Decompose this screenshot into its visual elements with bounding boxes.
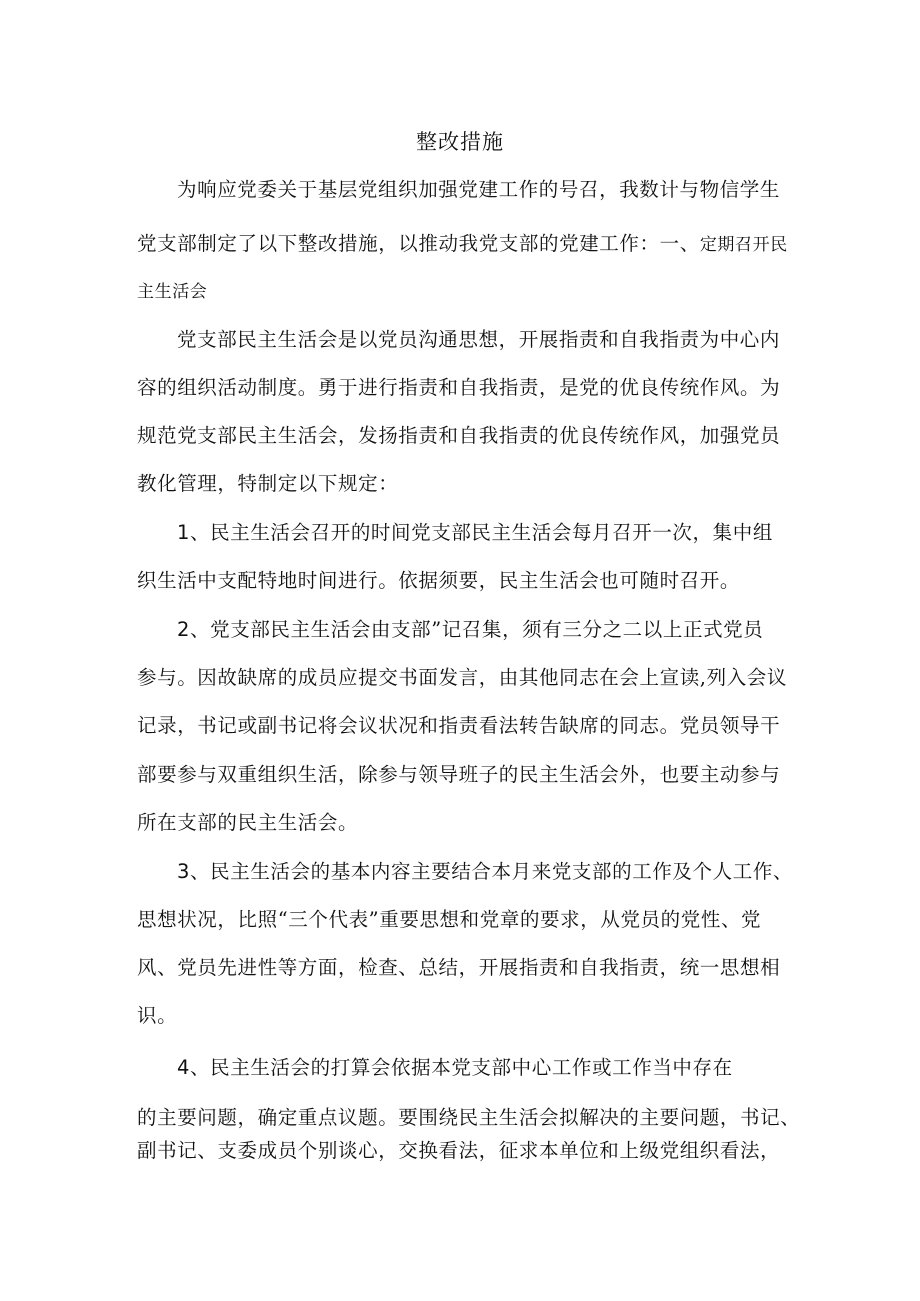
para1-line-1: 党支部民主生活会是以党员沟通思想，开展指责和自我指责为中心内 [177,328,781,351]
item4-line-3: 副书记、支委成员个别谈心，交换看法，征求本单位和上级党组织看法， [137,1139,781,1162]
item1-line-2: 织生活中支配特地时间进行。依据须要，民主生活会也可随时召开。 [137,569,741,592]
page-title: 整改措施 [416,130,504,154]
item1-number: 1 [177,521,191,544]
section-heading-1-part2: 主生活会 [137,282,208,302]
item2-line-1 [177,620,763,640]
para1-line-2: 容的组织活动制度。勇于进行指责和自我指责，是党的优良传统作风。为 [137,376,781,399]
item3-line-1 [177,862,793,882]
item2-line-4: 部要参与双重组织生活，除参与领导班子的民主生活会外，也要主动参与 [137,763,781,786]
section-heading-1-part1: 定期召开民 [699,235,788,255]
item4-text: 、民主生活会的打算会依据本党支部中心工作或工作当中存在 [190,1056,733,1079]
intro-text: 党支部制定了以下整改措施，以推动我党支部的党建工作：一、 [137,232,700,255]
item2-line-3: 记录，书记或副书记将会议状况和指责看法转告缺席的同志。党员领导干 [137,714,781,737]
item3-line-2: 思想状况，比照“三个代表”重要思想和党章的要求，从党员的党性、党 [137,908,762,931]
item2-text: 、党支部民主生活会由支部”记召集，须有三分之二以上正式党员 [190,618,764,641]
item3-text: 、民主生活会的基本内容主要结合本月来党支部的工作及个人工作、 [190,860,794,883]
intro-line-1: 为响应党委关于基层党组织加强党建工作的号召，我数计与物信学生 [177,178,781,201]
para1-line-4: 教化管理，特制定以下规定： [137,472,399,495]
item3-line-4: 识。 [137,1004,178,1027]
item4-number: 4 [177,1056,191,1079]
item3-number: 3 [177,860,191,883]
item4-line-1 [177,1058,733,1078]
para1-line-3: 规范党支部民主生活会，发扬指责和自我指责的优良传统作风，加强党员 [137,424,781,447]
item2-line-2: 参与。因故缺席的成员应提交书面发言，由其他同志在会上宣读,列入会议 [137,666,787,689]
item1-line-1 [177,523,773,543]
intro-line-2 [137,234,788,254]
item1-text: 、民主生活会召开的时间党支部民主生活会每月召开一次，集中组 [190,521,773,544]
item4-line-2: 的主要问题，确定重点议题。要围绕民主生活会拟解决的主要问题，书记、 [137,1106,801,1129]
item2-number: 2 [177,618,191,641]
item3-line-3: 风、党员先进性等方面，检查、总结，开展指责和自我指责，统一思想相 [137,956,781,979]
item2-line-5: 所在支部的民主生活会。 [137,811,359,834]
